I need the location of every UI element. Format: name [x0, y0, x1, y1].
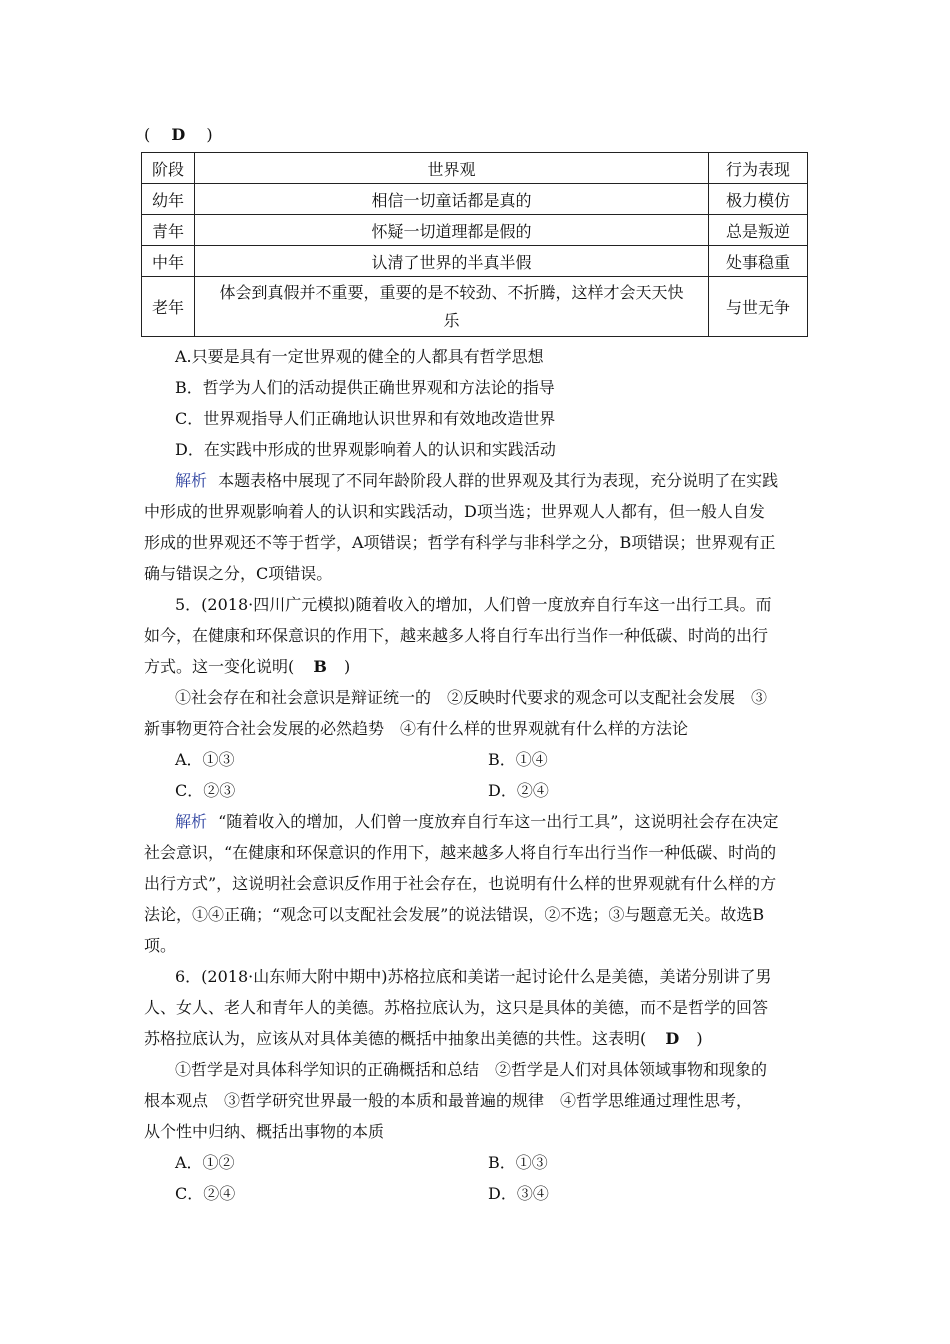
q4-option-c: C．世界观指导人们正确地认识世界和有效地改造世界	[175, 409, 556, 428]
paren-close: )	[343, 657, 351, 676]
q5-option-a: A．①③	[175, 750, 235, 769]
q4-analysis-line	[175, 471, 778, 493]
q5-statements-line: 新事物更符合社会发展的必然趋势 ④有什么样的世界观就有什么样的方法论	[144, 719, 689, 738]
q6-stem-line	[144, 1029, 703, 1051]
worldview-table	[141, 152, 808, 337]
q4-option-d: D．在实践中形成的世界观影响着人的认识和实践活动	[175, 440, 556, 459]
q4-analysis-line: 中形成的世界观影响着人的认识和实践活动，D项当选；世界观人人都有，但一般人自发	[144, 502, 765, 521]
table-cell: 极力模仿	[709, 184, 808, 215]
cell-line: 乐	[443, 310, 460, 330]
stem-text: 方式。这一变化说明(	[144, 657, 295, 676]
q5-analysis-line	[175, 812, 778, 834]
table-cell-wrapped	[195, 277, 709, 337]
analysis-label: 解析	[175, 471, 208, 490]
table-row	[142, 215, 808, 246]
table-cell: 与世无争	[709, 277, 808, 337]
table-row	[142, 246, 808, 277]
q4-option-a: A.只要是具有一定世界观的健全的人都具有哲学思想	[175, 347, 544, 366]
header-stage: 阶段	[142, 153, 195, 184]
q6-stem-line: 6．(2018·山东师大附中期中)苏格拉底和美诺一起讨论什么是美德，美诺分别讲了男	[175, 967, 772, 986]
q5-stem-line: 如今，在健康和环保意识的作用下，越来越多人将自行车出行当作一种低碳、时尚的出行	[144, 626, 769, 645]
q6-option-b: B．①③	[488, 1153, 548, 1172]
q6-option-d: D．③④	[488, 1184, 549, 1203]
paren-close: )	[206, 125, 213, 144]
table-cell: 老年	[142, 277, 195, 337]
q5-option-d: D．②④	[488, 781, 549, 800]
table-cell: 总是叛逆	[709, 215, 808, 246]
table-cell: 相信一切童话都是真的	[195, 184, 709, 215]
analysis-label: 解析	[175, 812, 208, 831]
q6-statements-line: 根本观点 ③哲学研究世界最一般的本质和最普遍的规律 ④哲学思维通过理性思考，	[144, 1091, 753, 1110]
q4-option-b: B．哲学为人们的活动提供正确世界观和方法论的指导	[175, 378, 555, 397]
q5-analysis-line: 项。	[144, 936, 177, 955]
q6-stem-line: 人、女人、老人和青年人的美德。苏格拉底认为，这只是具体的美德，而不是哲学的回答	[144, 998, 769, 1017]
table-row	[142, 277, 808, 337]
q5-analysis-line: 社会意识，“在健康和环保意识的作用下，越来越多人将自行车出行当作一种低碳、时尚的	[144, 843, 777, 862]
q5-stem-line	[144, 657, 350, 679]
q6-statements-line: 从个性中归纳、概括出事物的本质	[144, 1122, 385, 1141]
cell-line: 体会到真假并不重要，重要的是不较劲、不折腾，这样才会天天快	[219, 282, 684, 302]
table-row	[142, 184, 808, 215]
header-worldview: 世界观	[195, 153, 709, 184]
paren-close: )	[696, 1029, 703, 1048]
q5-answer: B	[313, 657, 327, 676]
q5-stem-line: 5．(2018·四川广元模拟)随着收入的增加，人们曾一度放弃自行车这一出行工具。而	[175, 595, 772, 614]
table-cell: 幼年	[142, 184, 195, 215]
paren-open: (	[144, 125, 151, 144]
q5-statements-line: ①社会存在和社会意识是辩证统一的 ②反映时代要求的观念可以支配社会发展 ③	[175, 688, 768, 707]
q4-analysis-line: 确与错误之分，C项错误。	[144, 564, 333, 583]
q5-analysis-line: 出行方式”，这说明社会意识反作用于社会存在，也说明有什么样的世界观就有什么样的方	[144, 874, 777, 893]
q4-answer: D	[171, 125, 186, 144]
table-cell: 认清了世界的半真半假	[195, 246, 709, 277]
table-header-row	[142, 153, 808, 184]
stem-text: 苏格拉底认为，应该从对具体美德的概括中抽象出美德的共性。这表明(	[144, 1029, 647, 1048]
table-cell: 处事稳重	[709, 246, 808, 277]
q6-answer: D	[665, 1029, 680, 1048]
q4-analysis-line: 形成的世界观还不等于哲学，A项错误；哲学有科学与非科学之分，B项错误；世界观有正	[144, 533, 776, 552]
analysis-text: 本题表格中展现了不同年龄阶段人群的世界观及其行为表现，充分说明了在实践	[218, 471, 779, 490]
header-behavior: 行为表现	[709, 153, 808, 184]
analysis-text: “随着收入的增加，人们曾一度放弃自行车这一出行工具”，这说明社会存在决定	[218, 812, 779, 831]
q6-option-c: C．②④	[175, 1184, 236, 1203]
table-cell: 青年	[142, 215, 195, 246]
table-cell: 中年	[142, 246, 195, 277]
q5-analysis-line: 法论，①④正确；“观念可以支配社会发展”的说法错误，②不选；③与题意无关。故选B	[144, 905, 765, 924]
q6-statements-line: ①哲学是对具体科学知识的正确概括和总结 ②哲学是人们对具体领域事物和现象的	[175, 1060, 768, 1079]
q5-option-c: C．②③	[175, 781, 236, 800]
q4-answer-marker	[144, 125, 213, 147]
q5-option-b: B．①④	[488, 750, 548, 769]
q6-option-a: A．①②	[175, 1153, 235, 1172]
table-cell: 怀疑一切道理都是假的	[195, 215, 709, 246]
